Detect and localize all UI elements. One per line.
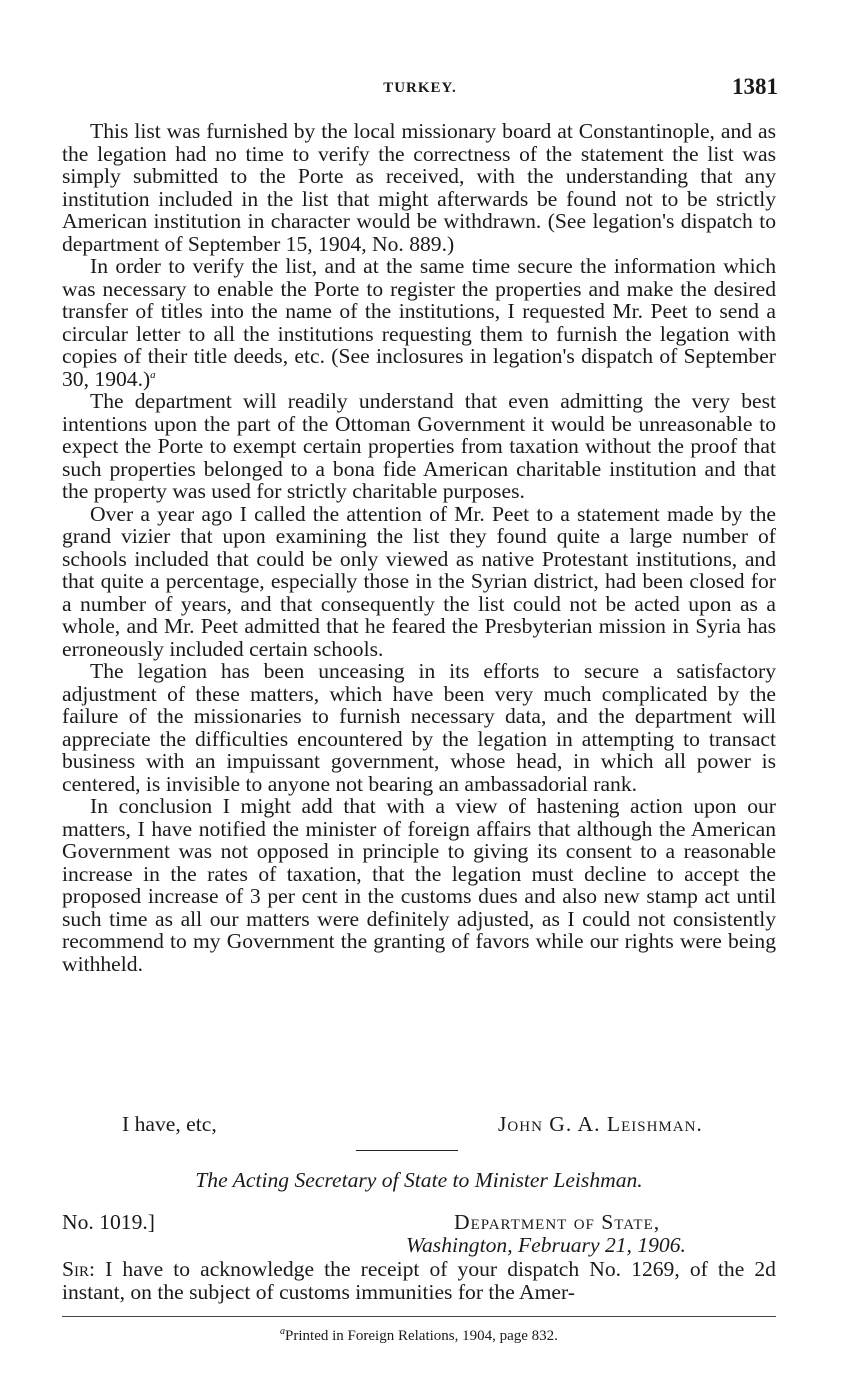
closing-greeting: I have, etc, [122, 1112, 217, 1136]
paragraph-3: The department will readily understand that even admitting the very best intentions upon the part of the Ottoman Government it would be unreasonable to expect the Porte to exempt certain properties from taxation without the proof that such properties belonged to a bona fide American charitable institution and that the property was used for strictly charitable purposes. [62, 389, 776, 503]
letter-opening [62, 1258, 776, 1303]
document-number: No. 1019.] [62, 1210, 155, 1234]
letter-body [62, 1258, 776, 1303]
paragraph-2-text: In order to verify the list, and at the same time secure the information which was necessary to enable the Porte to register the properties and make the desired transfer of titles into the name of the institutions, I requested Mr. Peet to send a circular letter to all the institutions requesting them to furnish the legation with copies of their title deeds, etc. (See inclosures in legation's dispatch of September 30, 1904.) [62, 254, 776, 391]
section-divider [356, 1150, 458, 1151]
paragraph-6: In conclusion I might add that with a view of hastening action upon our matters, I have notified the minister of foreign affairs that although the American Government was not opposed in principle to giving its consent to a reasonable increase in the rates of taxation, that the legation must decline to accept the proposed increase of 3 per cent in the customs dues and also new stamp act until such time as all our matters were definitely adjusted, as I could not consistently recommend to my Government the granting of favors while our rights were being withheld. [62, 794, 776, 976]
closing [62, 1112, 776, 1138]
paragraph-4: Over a year ago I called the attention of Mr. Peet to a statement made by the grand vizier that upon examining the list they found quite a large number of schools included that could be only viewed as native Protestant institutions, and that quite a percentage, especially those in the Syrian district, had been closed for a number of years, and that consequently the list could not be acted upon as a whole, and Mr. Peet admitted that he feared the Presbyterian mission in Syria has erroneously included certain schools. [62, 501, 776, 661]
footnote [62, 1326, 776, 1345]
footnote-text: Printed in Foreign Relations, 1904, page 832. [285, 1328, 558, 1344]
paragraph-2 [62, 255, 776, 390]
footnote-marker: a [150, 368, 156, 381]
running-head [62, 74, 778, 104]
letter-opening-text: I have to acknowledge the receipt of your dispatch No. 1269, of the 2d instant, on the subject of customs immunities for the Amer- [62, 1257, 776, 1304]
place-and-date: Washington, February 21, 1906. [406, 1233, 686, 1257]
dateline [62, 1210, 776, 1260]
footnote-mark: a [280, 1326, 286, 1337]
body-text [62, 120, 776, 975]
paragraph-1: This list was furnished by the local missionary board at Constantinople, and as the legation had no time to verify the correctness of the statement the list was simply submitted to the Porte as received, with the understanding that any institution included in the list that might afterwards be found not to be strictly American institution in character would be withdrawn. (See legation's dispatch to department of September 15, 1904, No. 889.) [62, 119, 776, 256]
footnote-rule [62, 1316, 776, 1317]
paragraph-5: The legation has been unceasing in its efforts to secure a satisfactory adjustment of these matters, which have been very much complicated by the failure of the missionaries to furnish necessary data, and the department will appreciate the difficulties encountered by the legation in attempting to transact business with an impuissant government, whose head, in which all power is centered, is invisible to anyone not bearing an ambassadorial rank. [62, 659, 776, 796]
signature: John G. A. Leishman. [498, 1112, 703, 1136]
letter-heading: The Acting Secretary of State to Minister Leishman. [195, 1168, 643, 1192]
department-name: Department of State, [454, 1210, 661, 1234]
salutation: Sir: [62, 1257, 96, 1281]
running-title: TURKEY. [383, 80, 457, 96]
page-number: 1381 [732, 74, 778, 99]
